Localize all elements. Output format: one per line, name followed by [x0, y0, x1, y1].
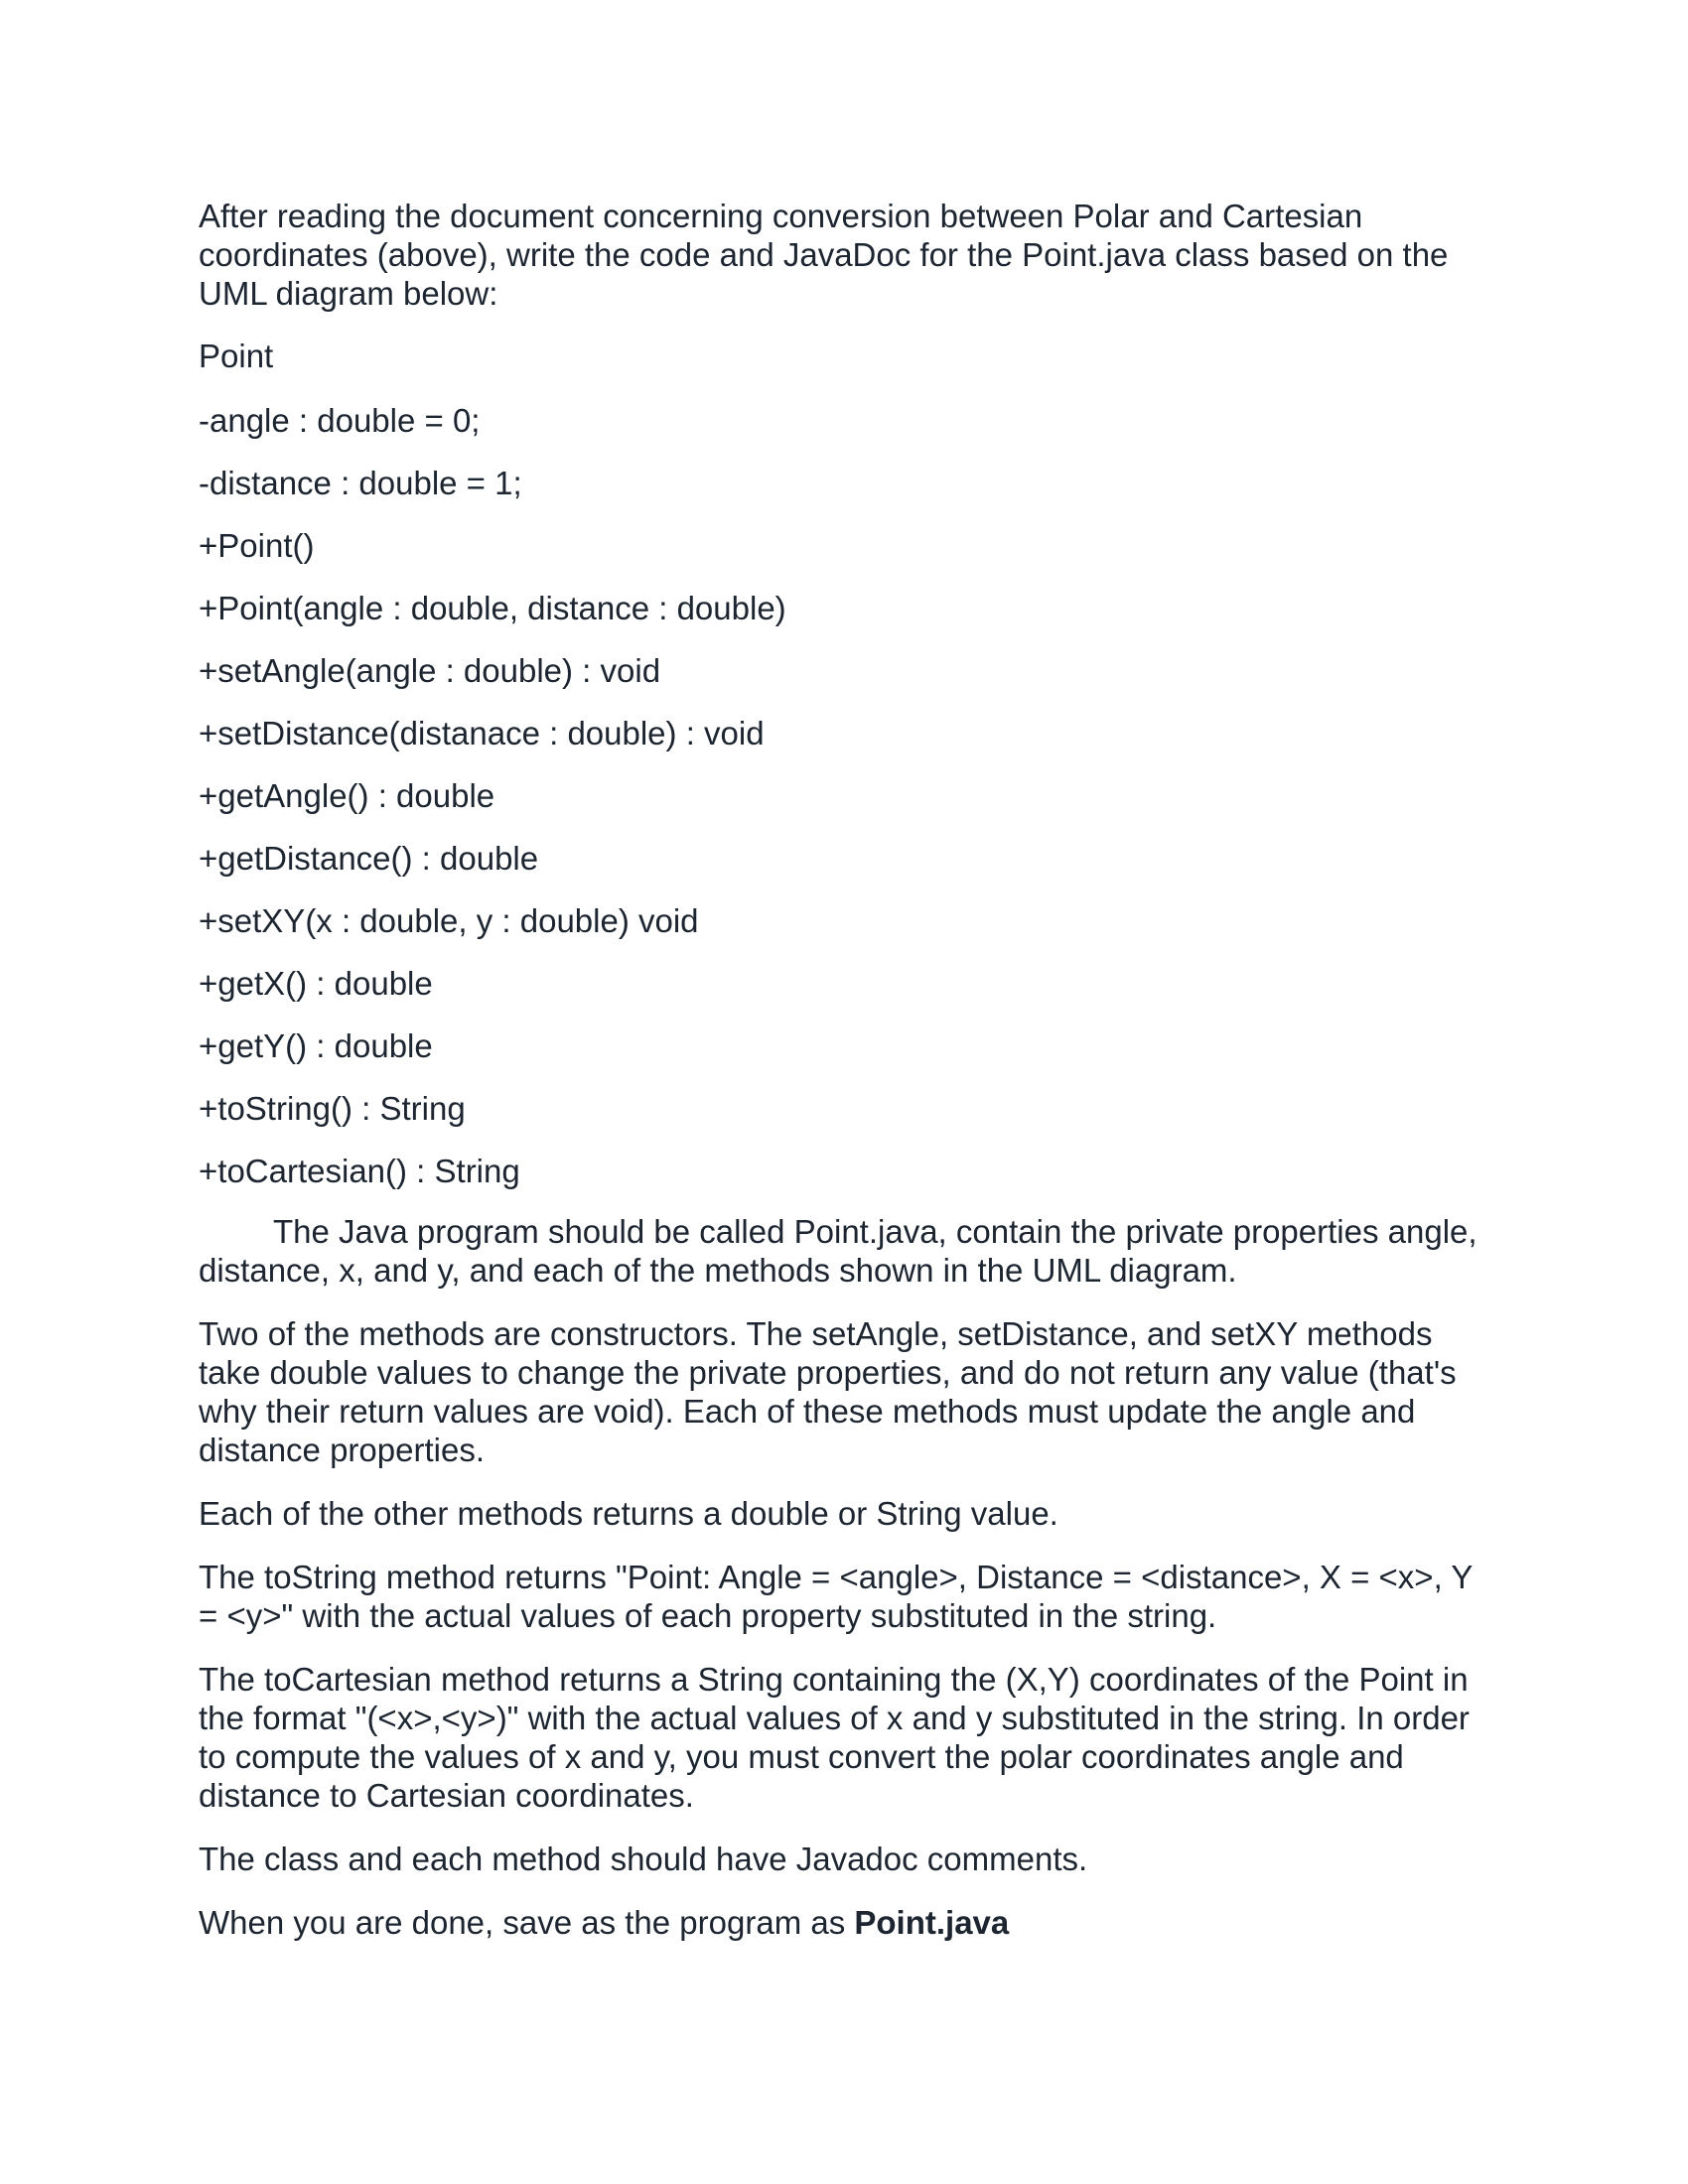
constructors-paragraph: Two of the methods are constructors. The setAngle, setDistance, and setXY methods take double values to change the private properties, and do not return any value (that's why their return values are void). Each of these methods must update the angle and distance properties. [199, 1315, 1457, 1468]
closing-paragraph [199, 1903, 1499, 1942]
uml-method: +getDistance() : double [199, 840, 539, 877]
intro-paragraph: After reading the document concerning conversion between Polar and Cartesian coordinates (above), write the code and JavaDoc for the Point.java class based on the UML diagram below: [199, 198, 1449, 312]
uml-class-name: Point [199, 338, 274, 374]
uml-method: +getX() : double [199, 965, 433, 1002]
uml-diagram [199, 337, 1499, 1212]
other-methods-paragraph: Each of the other methods returns a double or String value. [199, 1495, 1058, 1532]
document-page [199, 197, 1499, 1967]
uml-method: +toCartesian() : String [199, 1153, 520, 1189]
filename-text: Point.java [854, 1904, 1010, 1941]
tocartesian-paragraph: The toCartesian method returns a String containing the (X,Y) coordinates of the Point in the format "(<x>,<y>)" with the actual values of x and y substituted in the string. In order to compute the values of x and y, you must convert the polar coordinates angle and distance to Cartesian coordinates. [199, 1661, 1470, 1814]
uml-method: +toString() : String [199, 1090, 466, 1127]
uml-method: +getY() : double [199, 1027, 433, 1064]
program-description-paragraph: The Java program should be called Point.java, contain the private properties angle, distance, x, and y, and each of the methods shown in the UML diagram. [199, 1213, 1477, 1289]
javadoc-paragraph: The class and each method should have Javadoc comments. [199, 1841, 1088, 1877]
uml-method: +setXY(x : double, y : double) void [199, 902, 699, 939]
uml-method: +Point() [199, 527, 315, 564]
uml-method: +getAngle() : double [199, 777, 495, 814]
uml-method: +Point(angle : double, distance : double) [199, 590, 786, 626]
uml-method: +setDistance(distanace : double) : void [199, 715, 765, 751]
closing-text: When you are done, save as the program as [199, 1904, 855, 1941]
uml-method: +setAngle(angle : double) : void [199, 652, 661, 689]
uml-attribute: -angle : double = 0; [199, 402, 481, 439]
uml-attribute: -distance : double = 1; [199, 465, 522, 501]
tostring-paragraph: The toString method returns "Point: Angle = <angle>, Distance = <distance>, X = <x>, Y = <y>" with the actual values of each property substituted in the string. [199, 1559, 1473, 1634]
